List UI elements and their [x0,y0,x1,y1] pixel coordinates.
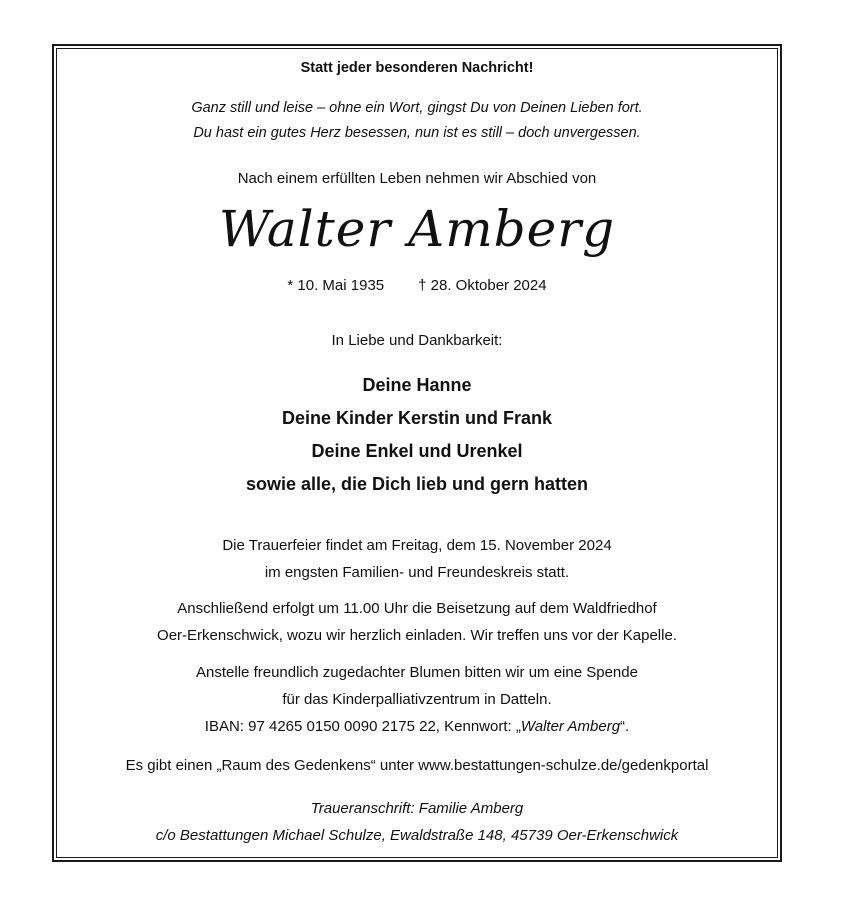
deceased-name: Walter Amberg [218,200,616,258]
mourner-line: Deine Enkel und Urenkel [311,441,523,461]
mourners-intro: In Liebe und Dankbarkeit: [331,332,503,349]
iban-text: IBAN: 97 4265 0150 0090 2175 22, Kennwort: „ [204,718,521,735]
donation-iban [60,718,774,735]
life-dates [60,277,774,294]
donation-line-1: Anstelle freundlich zugedachter Blumen bitten wir um eine Spende [196,664,638,681]
memorial-portal: Es gibt einen „Raum des Gedenkens“ unter www.bestattungen-schulze.de/gedenkportal [125,757,709,774]
mourning-address: c/o Bestattungen Michael Schulze, Ewaldstraße 148, 45739 Oer-Erkenschwick [155,827,679,844]
obituary-notice [60,48,774,858]
mourning-address-label: Traueranschrift: Familie Amberg [310,800,524,817]
donation-keyword: Walter Amberg [520,718,621,735]
service-line-1: Die Trauerfeier findet am Freitag, dem 15. November 2024 [222,537,612,554]
notice-header: Statt jeder besonderen Nachricht! [300,60,534,76]
iban-suffix: “. [620,718,630,735]
mourner-line: Deine Kinder Kerstin und Frank [281,408,553,428]
mourner-line: Deine Hanne [362,375,472,395]
mourner-line: sowie alle, die Dich lieb und gern hatten [245,474,589,494]
farewell-intro: Nach einem erfüllten Leben nehmen wir Abschied von [237,170,597,187]
service-line-2: im engsten Familien- und Freundeskreis statt. [264,564,570,581]
burial-line-1: Anschließend erfolgt um 11.00 Uhr die Beisetzung auf dem Waldfriedhof [177,600,657,617]
birth-date: * 10. Mai 1935 [287,277,385,294]
death-date: † 28. Oktober 2024 [418,277,547,294]
donation-line-2: für das Kinderpalliativzentrum in Datteln. [282,691,552,708]
poem-line-2: Du hast ein gutes Herz besessen, nun ist es still – doch unvergessen. [193,125,641,141]
burial-line-2: Oer-Erkenschwick, wozu wir herzlich einladen. Wir treffen uns vor der Kapelle. [157,627,677,644]
poem-line-1: Ganz still und leise – ohne ein Wort, gingst Du von Deinen Lieben fort. [191,100,643,116]
